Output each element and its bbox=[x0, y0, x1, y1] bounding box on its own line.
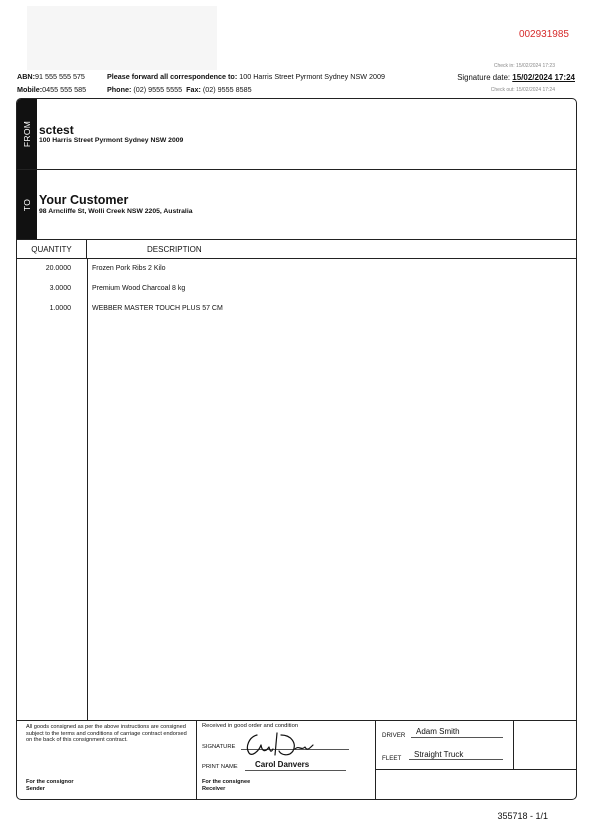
driver-fleet-box bbox=[376, 721, 577, 770]
signature-label: SIGNATURE bbox=[202, 744, 236, 750]
table-row bbox=[17, 300, 576, 320]
driver-line bbox=[411, 737, 503, 738]
consignor-role: Sender bbox=[26, 785, 45, 792]
phone-label: Phone: bbox=[107, 85, 132, 94]
driver-label: DRIVER bbox=[382, 732, 406, 739]
to-name: Your Customer bbox=[39, 193, 129, 207]
row-quantity: 1.0000 bbox=[49, 305, 71, 312]
consignee-section bbox=[197, 721, 376, 800]
to-tab-label: TO bbox=[22, 198, 32, 211]
consignee-role: Receiver bbox=[202, 785, 226, 792]
check-in-time: Check in: 15/02/2024 17:23 bbox=[493, 63, 555, 69]
column-divider bbox=[87, 259, 88, 720]
signature-date-label: Signature date: bbox=[457, 73, 511, 82]
row-quantity: 20.0000 bbox=[45, 265, 71, 272]
print-name-label: PRINT NAME bbox=[202, 764, 238, 770]
mobile-line bbox=[17, 85, 86, 94]
row-description: Premium Wood Charcoal 8 kg bbox=[92, 285, 186, 292]
handwritten-signature bbox=[243, 729, 323, 759]
fleet-line bbox=[409, 759, 503, 760]
company-logo-placeholder bbox=[27, 6, 217, 70]
description-header: DESCRIPTION bbox=[147, 245, 202, 254]
page-number: 355718 - 1/1 bbox=[497, 811, 548, 821]
consignor-section bbox=[17, 721, 197, 800]
driver-value: Adam Smith bbox=[416, 727, 460, 736]
to-address: 98 Arncliffe St, Wolli Creek NSW 2205, Australia bbox=[39, 208, 193, 215]
consignment-note-frame bbox=[16, 98, 577, 800]
footer bbox=[17, 720, 576, 800]
signature-date-value: 15/02/2024 17:24 bbox=[512, 73, 575, 82]
signature-date bbox=[457, 73, 575, 82]
from-tab-label: FROM bbox=[22, 120, 32, 148]
forward-address: 100 Harris Street Pyrmont Sydney NSW 2009 bbox=[239, 72, 386, 81]
print-name-value: Carol Danvers bbox=[255, 760, 310, 769]
mobile-label: Mobile: bbox=[17, 85, 43, 94]
fleet-value: Straight Truck bbox=[414, 750, 464, 759]
phone-line bbox=[107, 85, 252, 94]
row-description: WEBBER MASTER TOUCH PLUS 57 CM bbox=[92, 305, 223, 312]
forward-label: Please forward all correspondence to: bbox=[107, 72, 238, 81]
to-tab bbox=[17, 170, 37, 239]
fax-label: Fax: bbox=[186, 85, 201, 94]
phone-value: (02) 9555 5555 bbox=[133, 85, 183, 94]
consignee-label: For the consignee bbox=[202, 779, 251, 785]
transport-section bbox=[376, 721, 577, 800]
row-quantity: 3.0000 bbox=[49, 285, 71, 292]
to-section bbox=[17, 170, 576, 240]
terms-text: All goods consigned as per the above instructions are consigned subject to the terms and conditions of carriage contract endorsed on the back of this consignment contract. bbox=[26, 724, 187, 744]
from-section bbox=[17, 99, 576, 170]
check-out-time: Check out: 15/02/2024 17:24 bbox=[490, 87, 555, 93]
mobile-value: 0455 555 585 bbox=[42, 85, 87, 94]
consignor-label: For the consignor bbox=[26, 779, 74, 785]
abn-line bbox=[17, 72, 85, 81]
from-address: 100 Harris Street Pyrmont Sydney NSW 2009 bbox=[39, 137, 184, 144]
transport-divider bbox=[513, 721, 514, 770]
quantity-header: QUANTITY bbox=[17, 240, 87, 258]
consignee-block bbox=[202, 779, 250, 792]
document-number: 002931985 bbox=[518, 29, 569, 40]
forward-line bbox=[107, 72, 385, 81]
from-name: sctest bbox=[39, 123, 74, 137]
table-header bbox=[17, 240, 576, 259]
row-description: Frozen Pork Ribs 2 Kilo bbox=[92, 265, 166, 272]
abn-label: ABN: bbox=[17, 72, 35, 81]
received-text: Received in good order and condition bbox=[202, 723, 299, 729]
print-name-line bbox=[245, 770, 346, 771]
consignor-block bbox=[26, 779, 74, 792]
fax-value: (02) 9555 8585 bbox=[202, 85, 252, 94]
from-tab bbox=[17, 99, 37, 169]
abn-value: 91 555 555 575 bbox=[34, 72, 85, 81]
table-row bbox=[17, 260, 576, 280]
items-table bbox=[17, 260, 576, 320]
fleet-label: FLEET bbox=[382, 755, 402, 762]
table-row bbox=[17, 280, 576, 300]
